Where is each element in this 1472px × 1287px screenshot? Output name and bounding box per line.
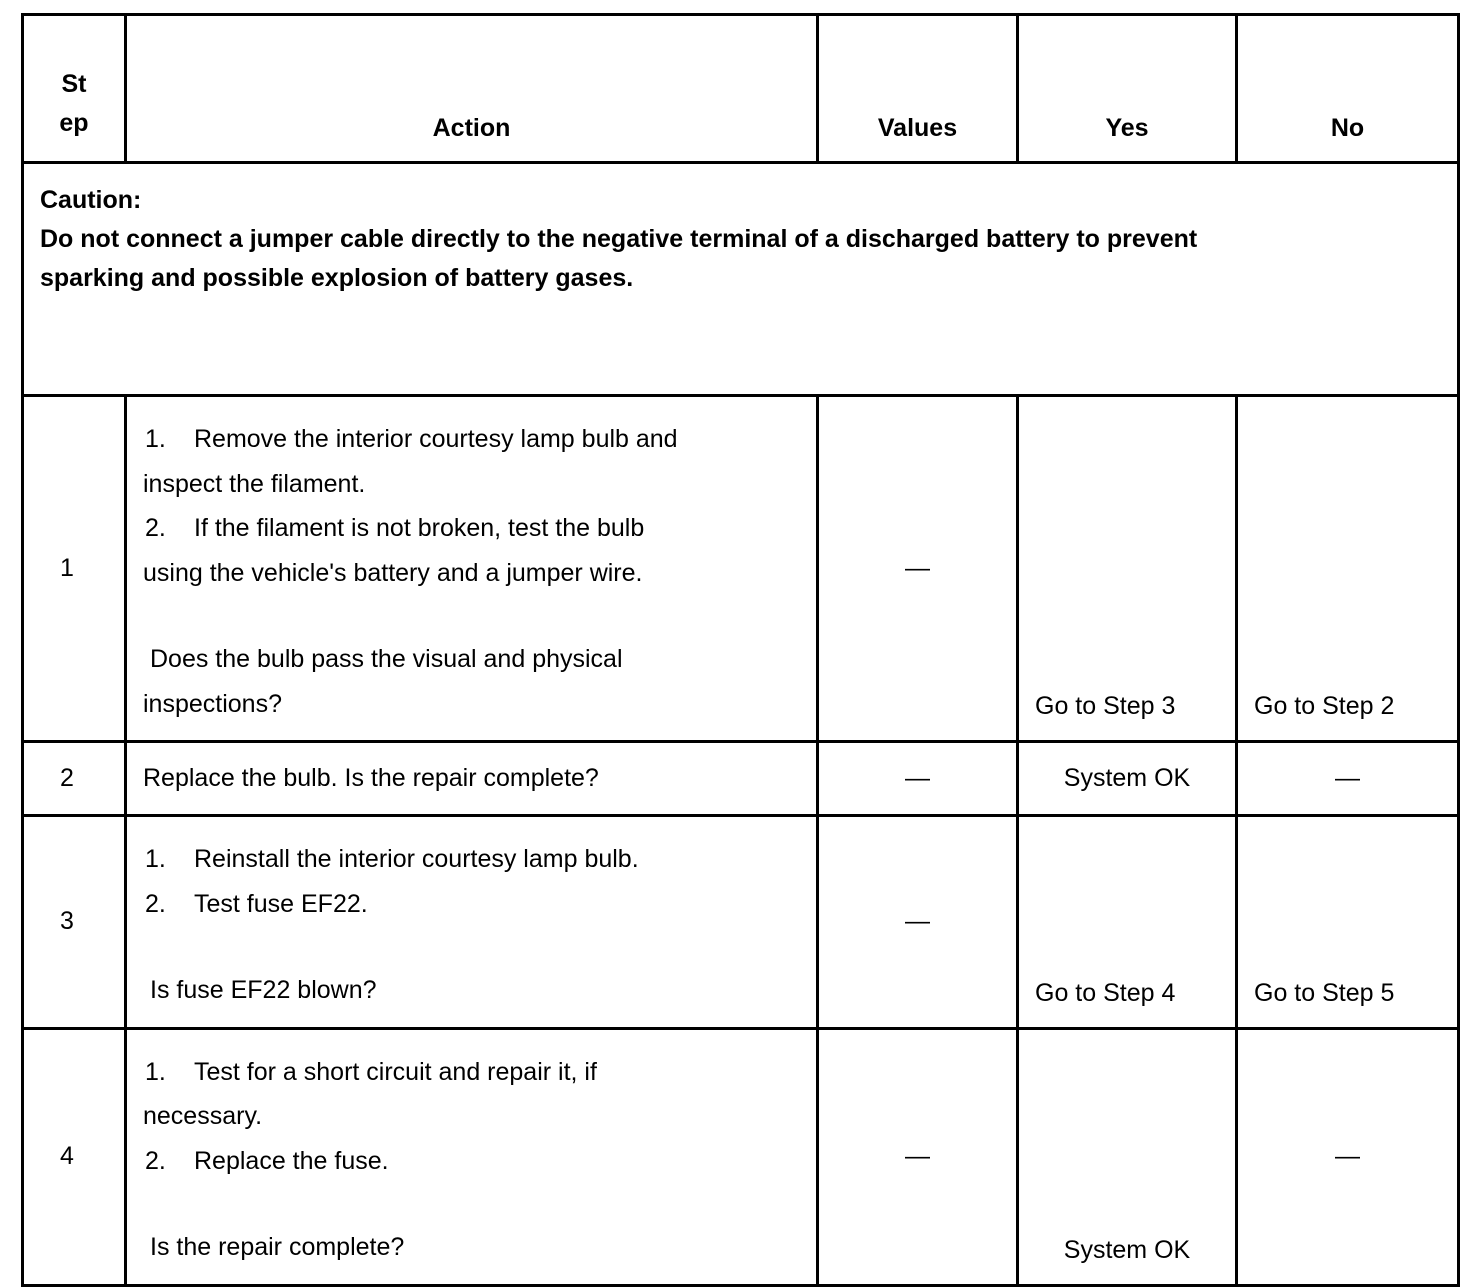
action-item: 2. Test fuse EF22.	[145, 889, 368, 918]
caution-line-1: Do not connect a jumper cable directly to the negative terminal of a discharged battery to prevent	[40, 225, 1198, 253]
header-yes: Yes	[1018, 15, 1237, 163]
yes-cell: System OK	[1018, 742, 1237, 816]
header-row	[23, 15, 1459, 163]
header-step	[23, 15, 126, 163]
caution-row	[23, 163, 1459, 396]
action-question: Does the bulb pass the visual and physical	[150, 645, 623, 673]
action-question: Is the repair complete?	[150, 1233, 405, 1261]
yes-cell: Go to Step 4	[1018, 816, 1237, 1029]
action-cell	[126, 816, 818, 1029]
header-action: Action	[126, 15, 818, 163]
step-number: 4	[23, 1028, 126, 1285]
header-no: No	[1237, 15, 1459, 163]
diagnostic-table	[21, 13, 1460, 1287]
no-cell: Go to Step 5	[1237, 816, 1459, 1029]
table-row	[23, 1028, 1459, 1285]
action-item: 2. If the filament is not broken, test the bulb	[145, 514, 645, 542]
caution-cell	[23, 163, 1459, 396]
caution-title: Caution:	[40, 186, 142, 214]
action-cell	[126, 1028, 818, 1285]
header-step-line1: St	[61, 70, 87, 98]
yes-cell: Go to Step 3	[1018, 396, 1237, 742]
header-step-line2: ep	[59, 109, 89, 137]
action-item-continued: inspect the filament.	[143, 469, 366, 498]
action-cell: Replace the bulb. Is the repair complete?	[126, 742, 818, 816]
action-item: 1. Remove the interior courtesy lamp bulb and	[145, 425, 678, 453]
step-number: 3	[23, 816, 126, 1029]
step-number: 1	[23, 396, 126, 742]
no-cell: Go to Step 2	[1237, 396, 1459, 742]
table-row	[23, 396, 1459, 742]
action-item-continued: necessary.	[143, 1102, 263, 1130]
table-row	[23, 816, 1459, 1029]
action-question-continued: inspections?	[143, 689, 282, 718]
table-row	[23, 742, 1459, 816]
yes-text: System OK	[1063, 1235, 1191, 1264]
values-cell: —	[818, 396, 1018, 742]
yes-cell	[1018, 1028, 1237, 1285]
action-item: 2. Replace the fuse.	[145, 1146, 389, 1175]
no-cell: —	[1237, 1028, 1459, 1285]
action-item: 1. Reinstall the interior courtesy lamp bulb.	[145, 845, 639, 873]
step-number: 2	[23, 742, 126, 816]
header-values: Values	[818, 15, 1018, 163]
no-cell: —	[1237, 742, 1459, 816]
values-cell: —	[818, 816, 1018, 1029]
values-cell: —	[818, 1028, 1018, 1285]
action-item-continued: using the vehicle's battery and a jumper wire.	[143, 558, 643, 587]
action-cell	[126, 396, 818, 742]
action-question: Is fuse EF22 blown?	[150, 976, 377, 1004]
action-item: 1. Test for a short circuit and repair it, if	[145, 1057, 597, 1086]
caution-line-2: sparking and possible explosion of battery gases.	[40, 264, 634, 292]
values-cell: —	[818, 742, 1018, 816]
